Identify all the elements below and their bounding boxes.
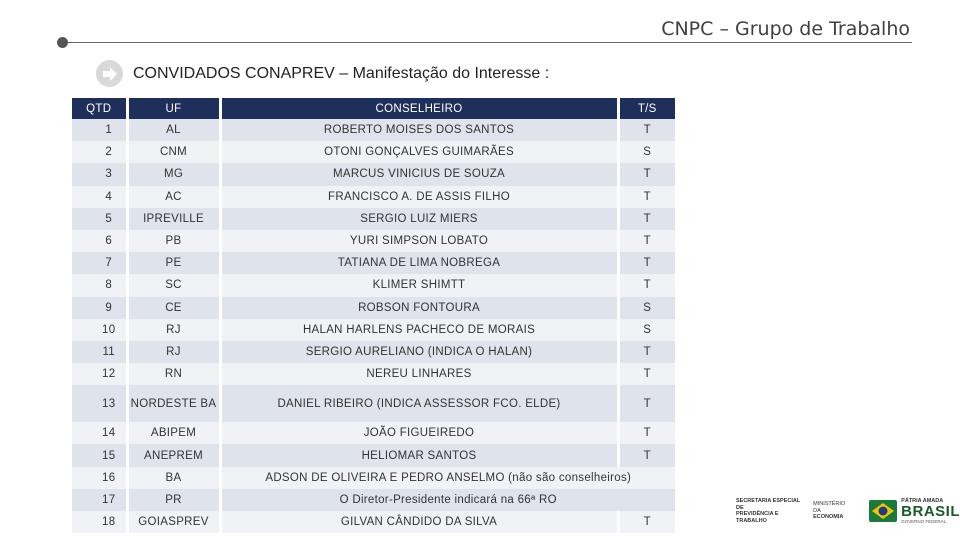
conselheiros-table: [72, 98, 675, 533]
cell-conselheiro: GILVAN CÂNDIDO DA SILVA: [220, 511, 618, 533]
ministerio-line1: MINISTÉRIO DA: [813, 501, 846, 514]
table-header-row: [72, 98, 675, 119]
cell-qtd: 12: [72, 363, 127, 385]
cell-qtd: 5: [72, 208, 127, 230]
table-row: [72, 230, 675, 252]
cell-uf: BA: [127, 467, 220, 489]
table-row: [72, 511, 675, 533]
cell-uf: PR: [127, 489, 220, 511]
secretaria-logo: [736, 498, 805, 524]
brasil-flag-icon: [869, 500, 897, 522]
cell-uf: RJ: [127, 341, 220, 363]
cell-qtd: 17: [72, 489, 127, 511]
table-row: [72, 444, 675, 466]
cell-conselheiro: YURI SIMPSON LOBATO: [220, 230, 618, 252]
cell-ts: T: [618, 385, 675, 422]
cell-uf: CNM: [127, 141, 220, 163]
cell-uf: MG: [127, 163, 220, 185]
cell-ts: T: [618, 363, 675, 385]
cell-ts: T: [618, 511, 675, 533]
cell-conselheiro: SERGIO LUIZ MIERS: [220, 208, 618, 230]
cell-ts: T: [618, 119, 675, 141]
table-row: [72, 489, 675, 511]
cell-qtd: 3: [72, 163, 127, 185]
cell-conselheiro: HELIOMAR SANTOS: [220, 444, 618, 466]
cell-uf: AC: [127, 186, 220, 208]
footer-logos: [736, 498, 960, 524]
section-subtitle: CONVIDADOS CONAPREV – Manifestação do Interesse :: [133, 64, 550, 82]
cell-qtd: 2: [72, 141, 127, 163]
cell-ts: T: [618, 341, 675, 363]
cell-qtd: 6: [72, 230, 127, 252]
cell-conselheiro: SERGIO AURELIANO (INDICA O HALAN): [220, 341, 618, 363]
cell-ts: S: [618, 297, 675, 319]
column-header-uf: UF: [127, 98, 220, 119]
governo-federal-label: GOVERNO FEDERAL: [901, 519, 947, 524]
cell-ts: T: [618, 422, 675, 444]
cell-qtd: 15: [72, 444, 127, 466]
cell-qtd: 9: [72, 297, 127, 319]
cell-ts: T: [618, 186, 675, 208]
cell-conselheiro: KLIMER SHIMTT: [220, 274, 618, 296]
cell-ts: T: [618, 444, 675, 466]
cell-conselheiro: FRANCISCO A. DE ASSIS FILHO: [220, 186, 618, 208]
cell-qtd: 4: [72, 186, 127, 208]
cell-ts: S: [618, 319, 675, 341]
cell-ts: T: [618, 208, 675, 230]
cell-conselheiro: NEREU LINHARES: [220, 363, 618, 385]
table-row: [72, 422, 675, 444]
cell-uf: IPREVILLE: [127, 208, 220, 230]
header-divider: [62, 42, 912, 43]
cell-uf: PB: [127, 230, 220, 252]
arrow-right-icon: [96, 60, 123, 87]
cell-uf: ABIPEM: [127, 422, 220, 444]
cell-conselheiro: OTONI GONÇALVES GUIMARÃES: [220, 141, 618, 163]
cell-uf: PE: [127, 252, 220, 274]
cell-qtd: 13: [72, 385, 127, 422]
table-row: [72, 297, 675, 319]
cell-note-merged: ADSON DE OLIVEIRA E PEDRO ANSELMO (não são conselheiros): [220, 467, 675, 489]
table-row: [72, 319, 675, 341]
cell-qtd: 1: [72, 119, 127, 141]
table-row: [72, 385, 675, 422]
cell-conselheiro: ROBSON FONTOURA: [220, 297, 618, 319]
cell-ts: S: [618, 141, 675, 163]
cell-uf: AL: [127, 119, 220, 141]
cell-uf: ANEPREM: [127, 444, 220, 466]
secretaria-line2: PREVIDÊNCIA E TRABALHO: [736, 511, 779, 524]
cell-conselheiro: TATIANA DE LIMA NOBREGA: [220, 252, 618, 274]
cell-uf: SC: [127, 274, 220, 296]
table-row: [72, 341, 675, 363]
cell-qtd: 18: [72, 511, 127, 533]
brasil-logo: [869, 498, 960, 524]
ministerio-logo: [813, 501, 851, 521]
table-row: [72, 141, 675, 163]
cell-qtd: 14: [72, 422, 127, 444]
cell-note-merged: O Diretor-Presidente indicará na 66ª RO: [220, 489, 675, 511]
table-row: [72, 467, 675, 489]
ministerio-line2: ECONOMIA: [813, 514, 844, 521]
table-row: [72, 363, 675, 385]
cell-ts: T: [618, 252, 675, 274]
cell-ts: T: [618, 230, 675, 252]
brasil-tagline: PÁTRIA AMADA: [901, 498, 944, 504]
cell-conselheiro: DANIEL RIBEIRO (INDICA ASSESSOR FCO. ELDE): [220, 385, 618, 422]
secretaria-line1: SECRETARIA ESPECIAL DE: [736, 498, 801, 511]
column-header-qtd: QTD: [72, 98, 127, 119]
cell-conselheiro: HALAN HARLENS PACHECO DE MORAIS: [220, 319, 618, 341]
cell-qtd: 10: [72, 319, 127, 341]
cell-ts: T: [618, 163, 675, 185]
cell-qtd: 16: [72, 467, 127, 489]
subtitle-row: [96, 60, 549, 87]
cell-qtd: 8: [72, 274, 127, 296]
cell-conselheiro: JOÃO FIGUEIREDO: [220, 422, 618, 444]
page-title: CNPC – Grupo de Trabalho: [661, 18, 910, 40]
cell-uf: NORDESTE BA: [127, 385, 220, 422]
table-row: [72, 274, 675, 296]
cell-conselheiro: ROBERTO MOISES DOS SANTOS: [220, 119, 618, 141]
table-row: [72, 208, 675, 230]
cell-uf: RJ: [127, 319, 220, 341]
table-row: [72, 119, 675, 141]
cell-qtd: 11: [72, 341, 127, 363]
table-row: [72, 252, 675, 274]
table-row: [72, 186, 675, 208]
cell-ts: T: [618, 274, 675, 296]
column-header-conselheiro: CONSELHEIRO: [220, 98, 618, 119]
column-header-ts: T/S: [618, 98, 675, 119]
brasil-wordmark: BRASIL: [901, 503, 960, 520]
header-bullet-dot: [57, 37, 68, 48]
cell-qtd: 7: [72, 252, 127, 274]
table-row: [72, 163, 675, 185]
cell-conselheiro: MARCUS VINICIUS DE SOUZA: [220, 163, 618, 185]
cell-uf: CE: [127, 297, 220, 319]
cell-uf: RN: [127, 363, 220, 385]
cell-uf: GOIASPREV: [127, 511, 220, 533]
